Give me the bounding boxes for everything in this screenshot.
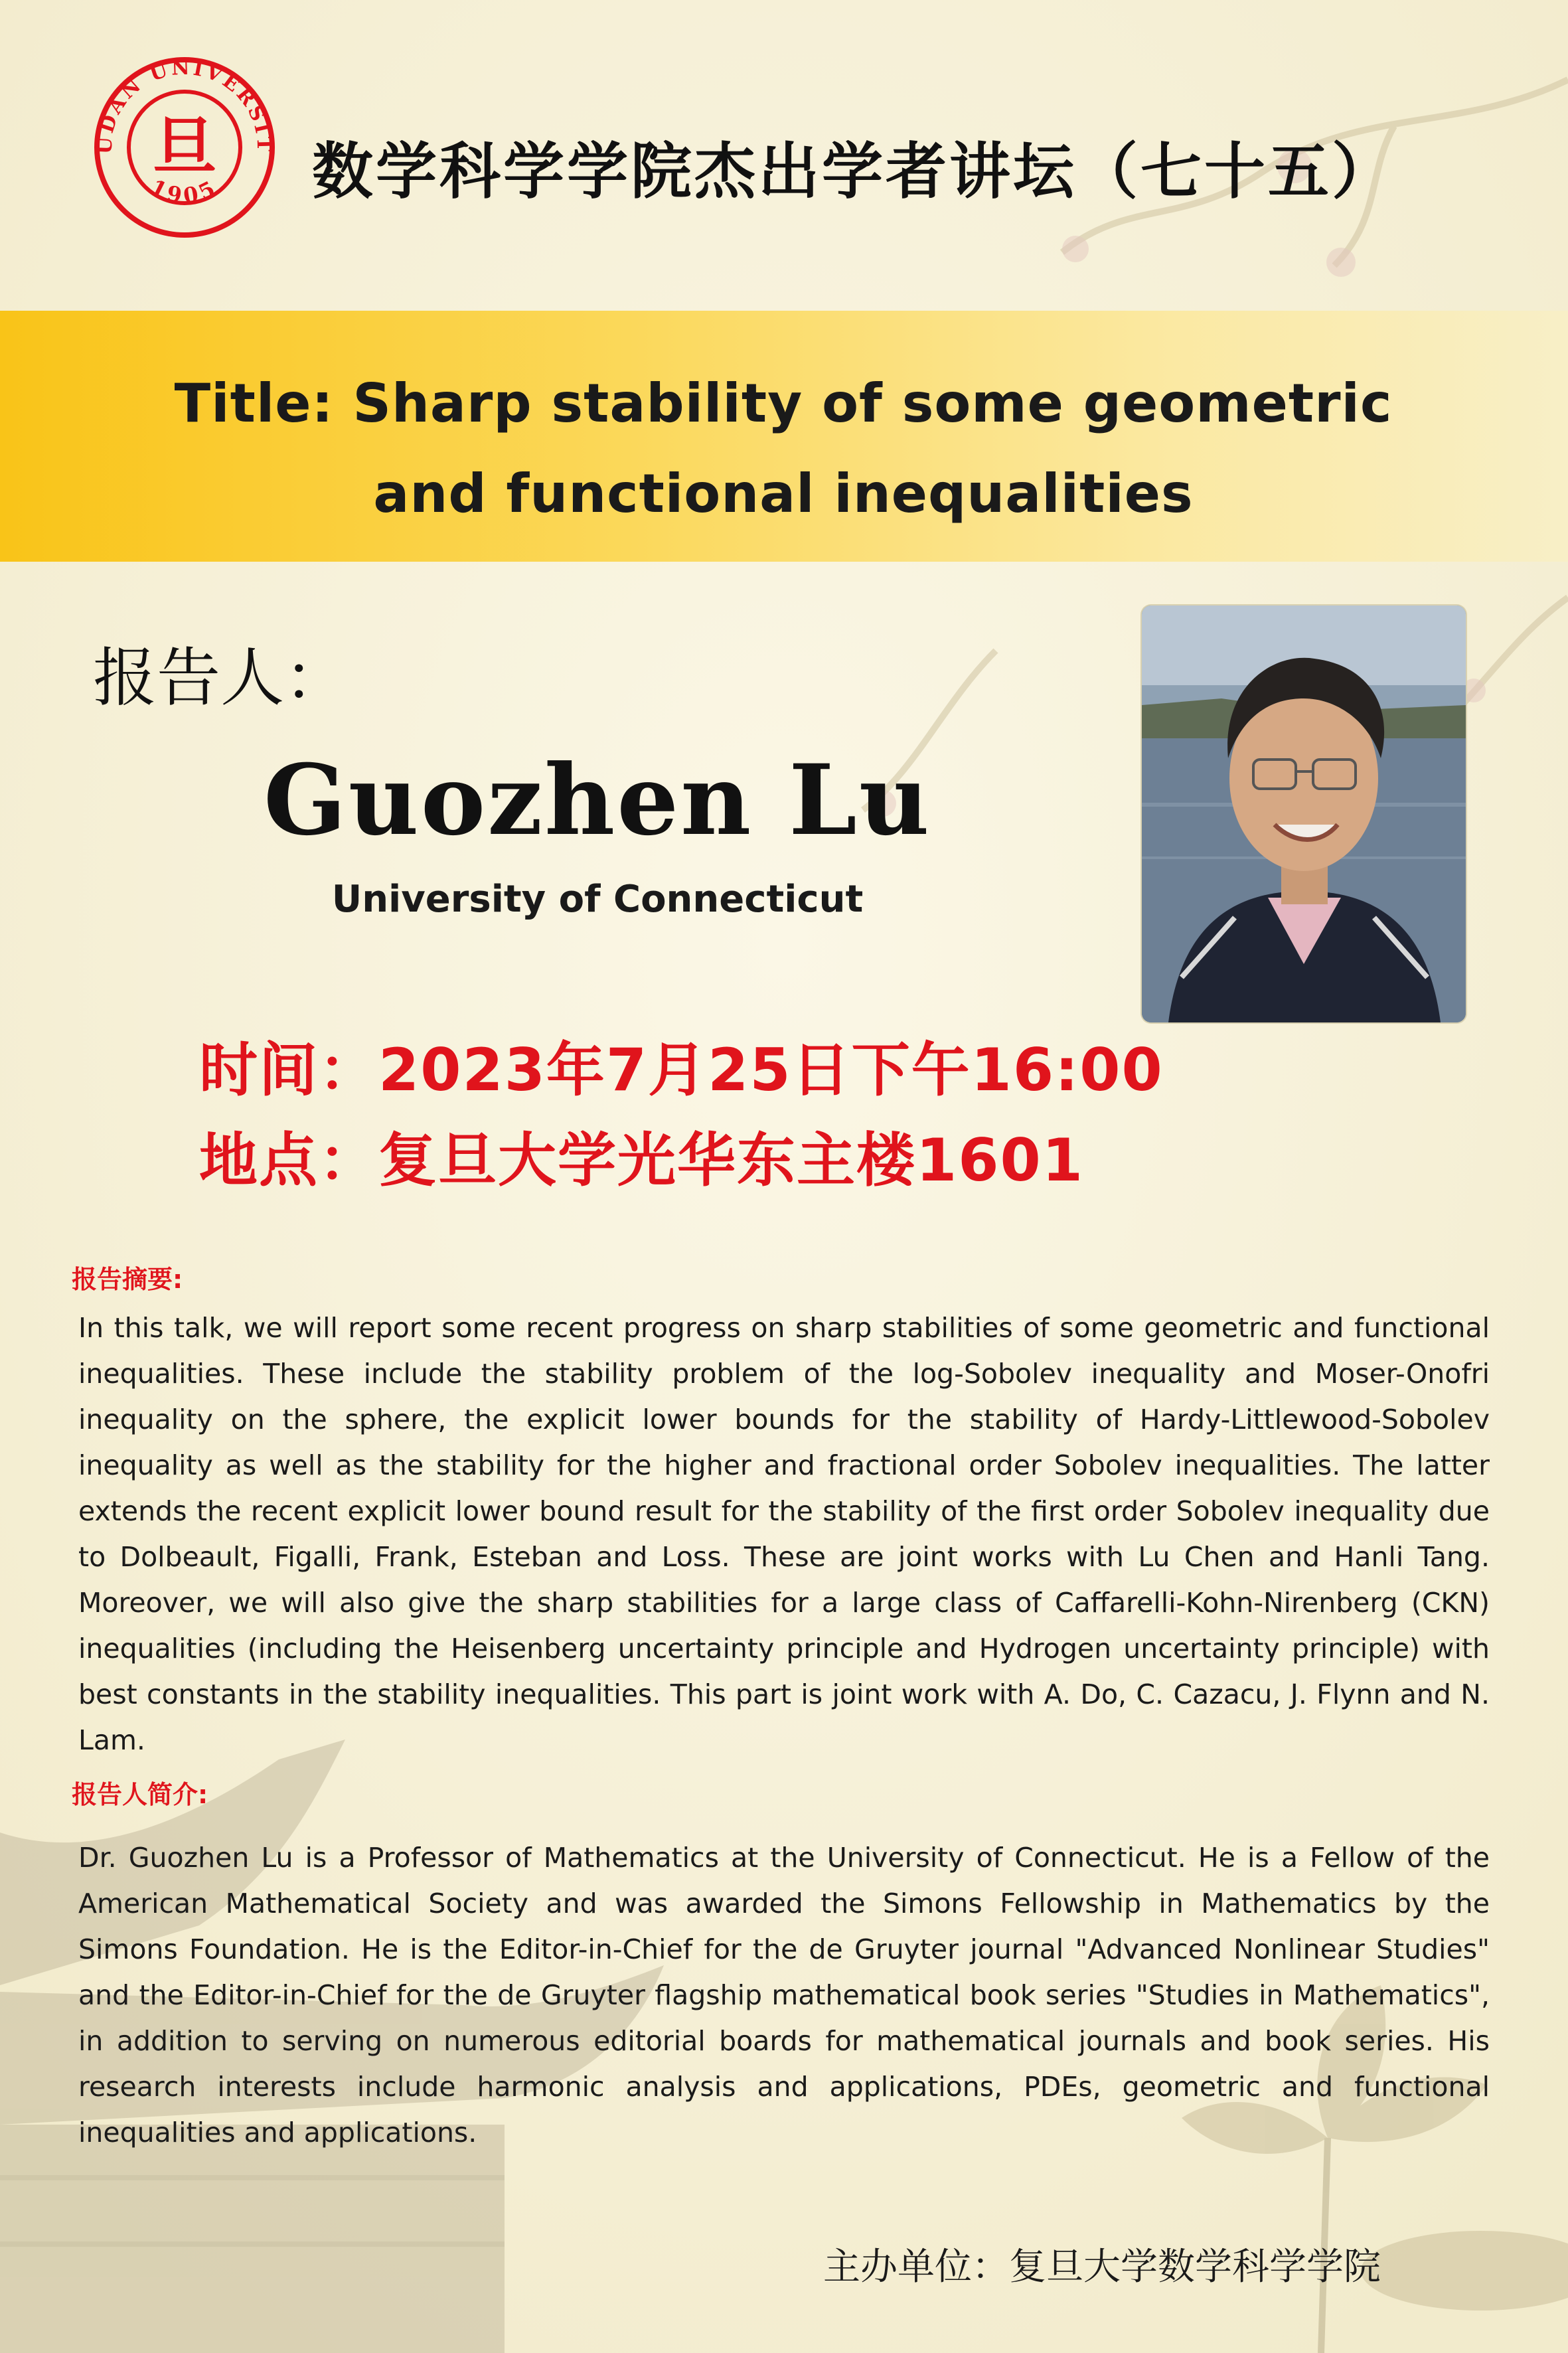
talk-title-line-1: Title: Sharp stability of some geometric	[174, 372, 1393, 434]
logo-year: 1905	[146, 174, 223, 209]
talk-title	[80, 359, 1487, 531]
event-time: 时间：2023年7月25日下午16:00	[199, 1036, 1164, 1104]
speaker-name: Guozhen Lu	[264, 744, 931, 857]
speaker-portrait-icon	[1142, 606, 1466, 1022]
bio-text: Dr. Guozhen Lu is a Professor of Mathematics at the University of Connecticut. He is a Fellow of the American Mathematical Society and was awarded the Simons Fellowship in Mathematics by the Simons Foundation. He is the Editor-in-Chief for the de Gruyter journal "Advanced Nonlinear Studies" and the Editor-in-Chief for the de Gruyter flagship mathematical book series "Studies in Mathematics", in addition to serving on numerous editorial boards for mathematical journals and book series. His research interests include harmonic analysis and applications, PDEs, geometric and functional inequalities and applications.	[78, 1842, 1490, 2149]
speaker-affiliation: University of Connecticut	[331, 878, 864, 921]
organizer: 主办单位：复旦大学数学科学学院	[823, 2245, 1381, 2289]
bio-heading: 报告人简介:	[72, 1780, 208, 1809]
event-location: 地点：复旦大学光华东主楼1601	[199, 1126, 1084, 1194]
abstract-heading: 报告摘要:	[72, 1265, 183, 1294]
talk-title-line-2: and functional inequalities	[373, 463, 1194, 525]
logo-ring-text: UDAN UNIVERSIT	[93, 56, 276, 155]
lecture-series-title: 数学科学学院杰出学者讲坛（七十五）	[312, 136, 1396, 207]
logo-center-glyph: 旦	[153, 109, 216, 184]
fudan-university-logo	[92, 54, 277, 240]
speaker-photo	[1142, 606, 1466, 1022]
speaker-label: 报告人：	[93, 641, 348, 715]
abstract-text: In this talk, we will report some recent progress on sharp stabilities of some geometric and functional inequalities. These include the stability problem of the log-Sobolev inequality and Moser-Onofri inequality on the sphere, the explicit lower bounds for the stability of Hardy-Littlewood-Sobolev inequality as well as the stability for the higher and fractional order Sobolev inequalities. The latter extends the recent explicit lower bound result for the stability of the first order Sobolev inequality due to Dolbeault, Figalli, Frank, Esteban and Loss. These are joint works with Lu Chen and Hanli Tang. Moreover, we will also give the sharp stabilities for a large class of Caffarelli-Kohn-Nirenberg (CKN) inequalities (including the Heisenberg uncertainty principle and Hydrogen uncertainty principle) with best constants in the stability inequalities. This part is joint work with A. Do, C. Cazacu, J. Flynn and N. Lam.	[78, 1312, 1490, 1756]
